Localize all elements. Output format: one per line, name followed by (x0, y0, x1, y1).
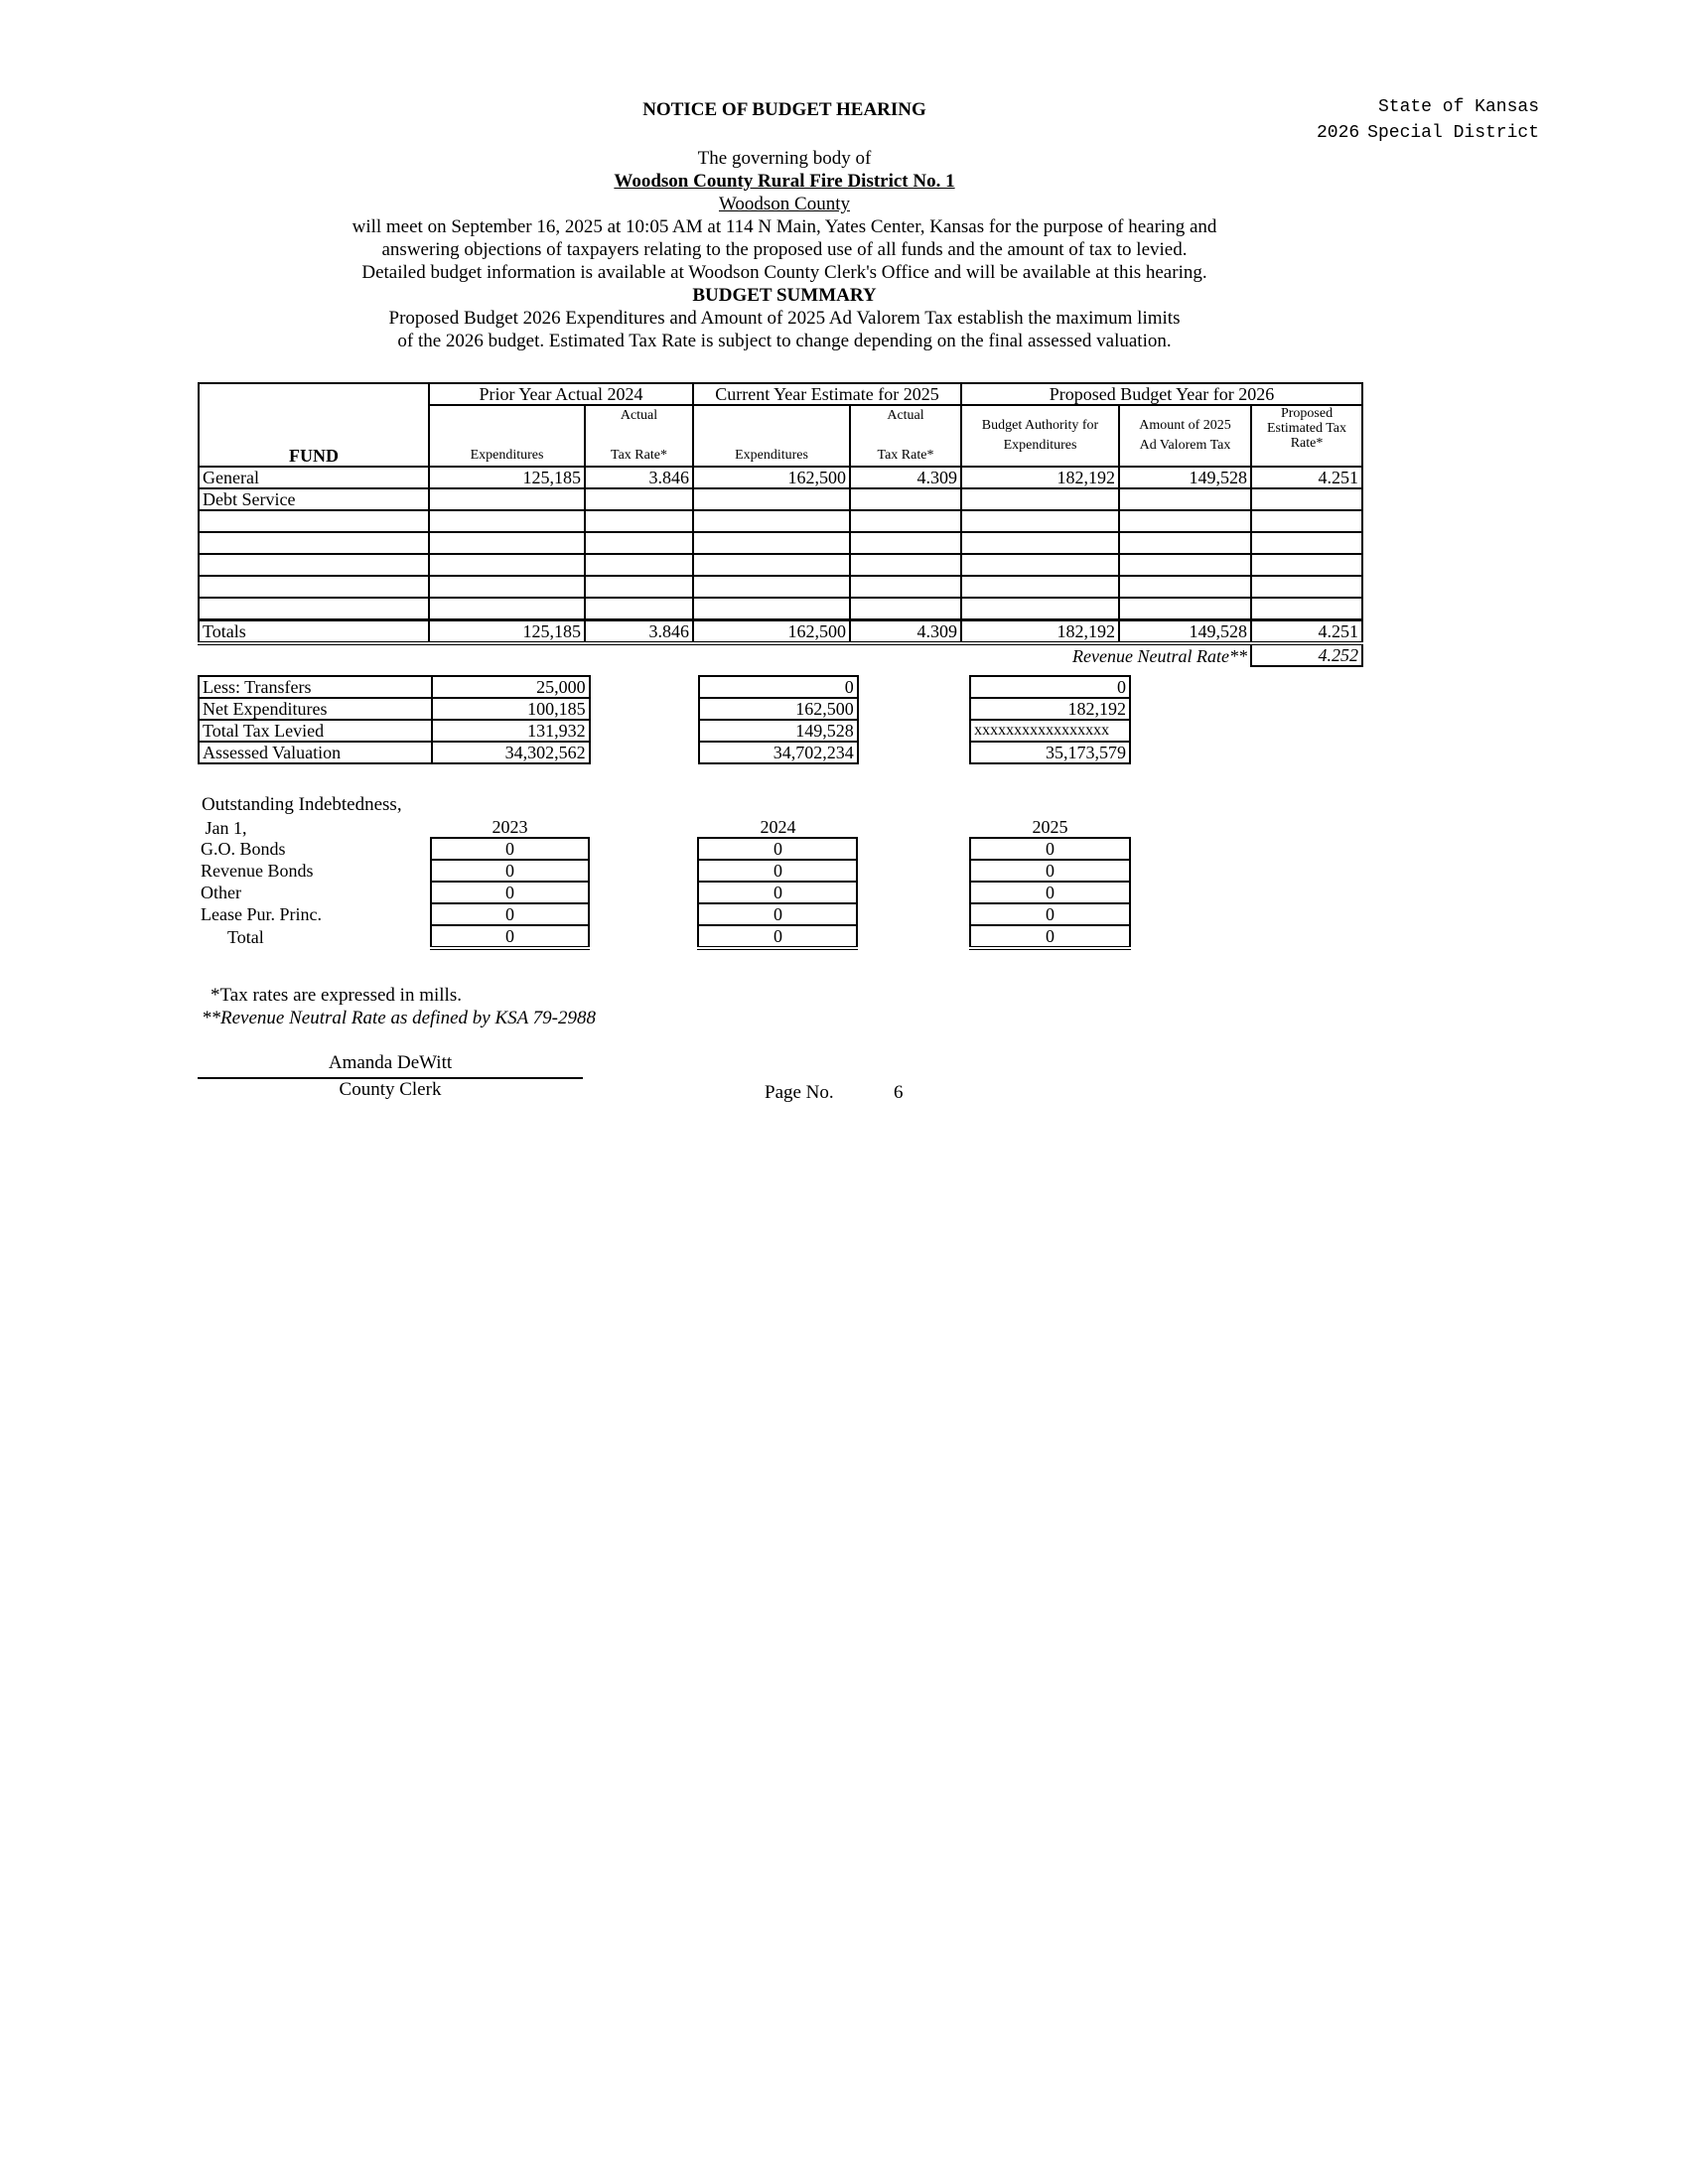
indebtedness-value: 0 (970, 925, 1130, 948)
indebtedness-title: Outstanding Indebtedness, (202, 794, 402, 815)
governing-line: The governing body of (697, 148, 872, 169)
totals-proposed-ad-valorem-tax: 149,528 (1119, 620, 1251, 644)
totals-current-expenditures: 162,500 (693, 620, 850, 644)
table-row (199, 467, 1362, 488)
indebtedness-value: 0 (970, 903, 1130, 925)
page-number: 6 (894, 1082, 904, 1103)
indebtedness-label: Other (201, 883, 241, 902)
summary-proposed: 35,173,579 (970, 742, 1130, 763)
indebtedness-value: 0 (970, 838, 1130, 860)
indebtedness-label: Lease Pur. Princ. (201, 904, 322, 924)
current-expenditures: 162,500 (693, 467, 850, 488)
subheader-budget-authority: Budget Authority for Expenditures (961, 405, 1119, 467)
year-header: 2023 (492, 817, 528, 837)
blank-row (199, 598, 1362, 620)
totals-proposed-budget-authority: 182,192 (961, 620, 1119, 644)
indebtedness-row (198, 882, 1130, 903)
subheader-ad-valorem-tax: Amount of 2025 Ad Valorem Tax (1119, 405, 1251, 467)
district-type: Special District (1367, 123, 1539, 143)
summary-label: Assessed Valuation (199, 742, 432, 763)
group-header-prior: Prior Year Actual 2024 (429, 383, 693, 405)
group-header-current: Current Year Estimate for 2025 (693, 383, 961, 405)
totals-label: Totals (199, 620, 429, 644)
year-header: 2024 (760, 817, 796, 837)
summary-label: Net Expenditures (199, 698, 432, 720)
summary-label: Total Tax Levied (199, 720, 432, 742)
indebtedness-value: 0 (698, 838, 857, 860)
budget-year: 2026 (1317, 123, 1360, 143)
proposed-tax-rate: 4.251 (1251, 467, 1362, 488)
meeting-line-3: Detailed budget information is available at Woodson County Clerk's Office and will be available at this hearing. (361, 262, 1207, 283)
budget-summary-table (198, 382, 1363, 667)
current-expenditures (693, 488, 850, 510)
proposed-ad-valorem-tax (1119, 488, 1251, 510)
current-tax-rate (850, 488, 961, 510)
summary-row (199, 698, 1130, 720)
summary-label: Less: Transfers (199, 676, 432, 698)
year-header: 2025 (1032, 817, 1068, 837)
indebtedness-value: 0 (970, 882, 1130, 903)
totals-proposed-tax-rate: 4.251 (1251, 620, 1362, 644)
summary-prior: 131,932 (432, 720, 590, 742)
summary-proposed: 0 (970, 676, 1130, 698)
indebtedness-subtitle: Jan 1, (201, 817, 247, 838)
state-label: State of Kansas (1377, 97, 1539, 117)
indebtedness-label: G.O. Bonds (201, 839, 286, 859)
indebtedness-value: 0 (698, 925, 857, 948)
indebtedness-row (198, 860, 1130, 882)
indebtedness-value: 0 (698, 903, 857, 925)
summary-prior: 100,185 (432, 698, 590, 720)
indebtedness-value: 0 (431, 838, 589, 860)
indebtedness-year-row (198, 817, 1130, 838)
totals-prior-tax-rate: 3.846 (585, 620, 693, 644)
clerk-title: County Clerk (339, 1079, 442, 1100)
fund-name: General (199, 467, 429, 488)
entity-name: Woodson County Rural Fire District No. 1 (614, 171, 955, 192)
summary-current: 0 (699, 676, 858, 698)
footnote-tax-rates: *Tax rates are expressed in mills. (211, 985, 462, 1006)
group-header-row (199, 383, 1362, 405)
summary-row (199, 676, 1130, 698)
blank-row (199, 576, 1362, 598)
indebtedness-row (198, 838, 1130, 860)
summary-table (198, 675, 1131, 764)
subheader-prior-expenditures: Expenditures (429, 405, 585, 467)
meeting-line-2: answering objections of taxpayers relating to the proposed use of all funds and the amount of tax to levied. (381, 239, 1188, 260)
prior-tax-rate: 3.846 (585, 467, 693, 488)
subheader-estimated-tax-rate: Proposed Estimated Tax Rate* (1251, 405, 1362, 467)
indebtedness-value: 0 (698, 882, 857, 903)
proposed-budget-authority (961, 488, 1119, 510)
totals-prior-expenditures: 125,185 (429, 620, 585, 644)
summary-row (199, 720, 1130, 742)
summary-prior: 34,302,562 (432, 742, 590, 763)
county-name: Woodson County (718, 194, 850, 214)
indebtedness-table (198, 817, 1131, 950)
summary-proposed: 182,192 (970, 698, 1130, 720)
meeting-line-1: will meet on September 16, 2025 at 10:05 AM at 114 N Main, Yates Center, Kansas for the purpose of hearing and (352, 216, 1217, 237)
blank-row (199, 532, 1362, 554)
clerk-name: Amanda DeWitt (328, 1052, 453, 1073)
revenue-neutral-row (199, 643, 1362, 666)
table-row (199, 488, 1362, 510)
notice-title: NOTICE OF BUDGET HEARING (642, 99, 926, 120)
indebtedness-value: 0 (431, 882, 589, 903)
summary-prior: 25,000 (432, 676, 590, 698)
prior-expenditures (429, 488, 585, 510)
subheader-prior-tax-rate: Actual Tax Rate* (585, 405, 693, 467)
proposed-ad-valorem-tax: 149,528 (1119, 467, 1251, 488)
indebtedness-row (198, 903, 1130, 925)
totals-current-tax-rate: 4.309 (850, 620, 961, 644)
summary-proposed: xxxxxxxxxxxxxxxxx (970, 720, 1130, 742)
revenue-neutral-label: Revenue Neutral Rate** (961, 643, 1251, 666)
indebtedness-total-row (198, 925, 1130, 948)
current-tax-rate: 4.309 (850, 467, 961, 488)
summary-line-1: Proposed Budget 2026 Expenditures and Amount of 2025 Ad Valorem Tax establish the maximum limits (388, 308, 1181, 329)
indebtedness-value: 0 (698, 860, 857, 882)
revenue-neutral-value: 4.252 (1251, 643, 1362, 666)
subheader-current-expenditures: Expenditures (693, 405, 850, 467)
blank-row (199, 554, 1362, 576)
summary-title: BUDGET SUMMARY (692, 285, 877, 306)
indebtedness-label: Total (227, 926, 264, 947)
fund-name: Debt Service (199, 488, 429, 510)
indebtedness-value: 0 (431, 925, 589, 948)
indebtedness-value: 0 (970, 860, 1130, 882)
summary-row (199, 742, 1130, 763)
prior-tax-rate (585, 488, 693, 510)
indebtedness-label: Revenue Bonds (201, 861, 314, 881)
indebtedness-value: 0 (431, 860, 589, 882)
page-label: Page No. (765, 1082, 834, 1103)
fund-header: FUND (199, 383, 429, 467)
indebtedness-value: 0 (431, 903, 589, 925)
blank-row (199, 510, 1362, 532)
footnote-revenue-neutral: **Revenue Neutral Rate as defined by KSA 79-2988 (202, 1008, 596, 1028)
prior-expenditures: 125,185 (429, 467, 585, 488)
proposed-tax-rate (1251, 488, 1362, 510)
proposed-budget-authority: 182,192 (961, 467, 1119, 488)
summary-current: 162,500 (699, 698, 858, 720)
group-header-proposed: Proposed Budget Year for 2026 (961, 383, 1362, 405)
totals-row (199, 620, 1362, 644)
subheader-current-tax-rate: Actual Tax Rate* (850, 405, 961, 467)
summary-current: 149,528 (699, 720, 858, 742)
summary-current: 34,702,234 (699, 742, 858, 763)
summary-line-2: of the 2026 budget. Estimated Tax Rate is subject to change depending on the final assessed valuation. (397, 331, 1172, 351)
